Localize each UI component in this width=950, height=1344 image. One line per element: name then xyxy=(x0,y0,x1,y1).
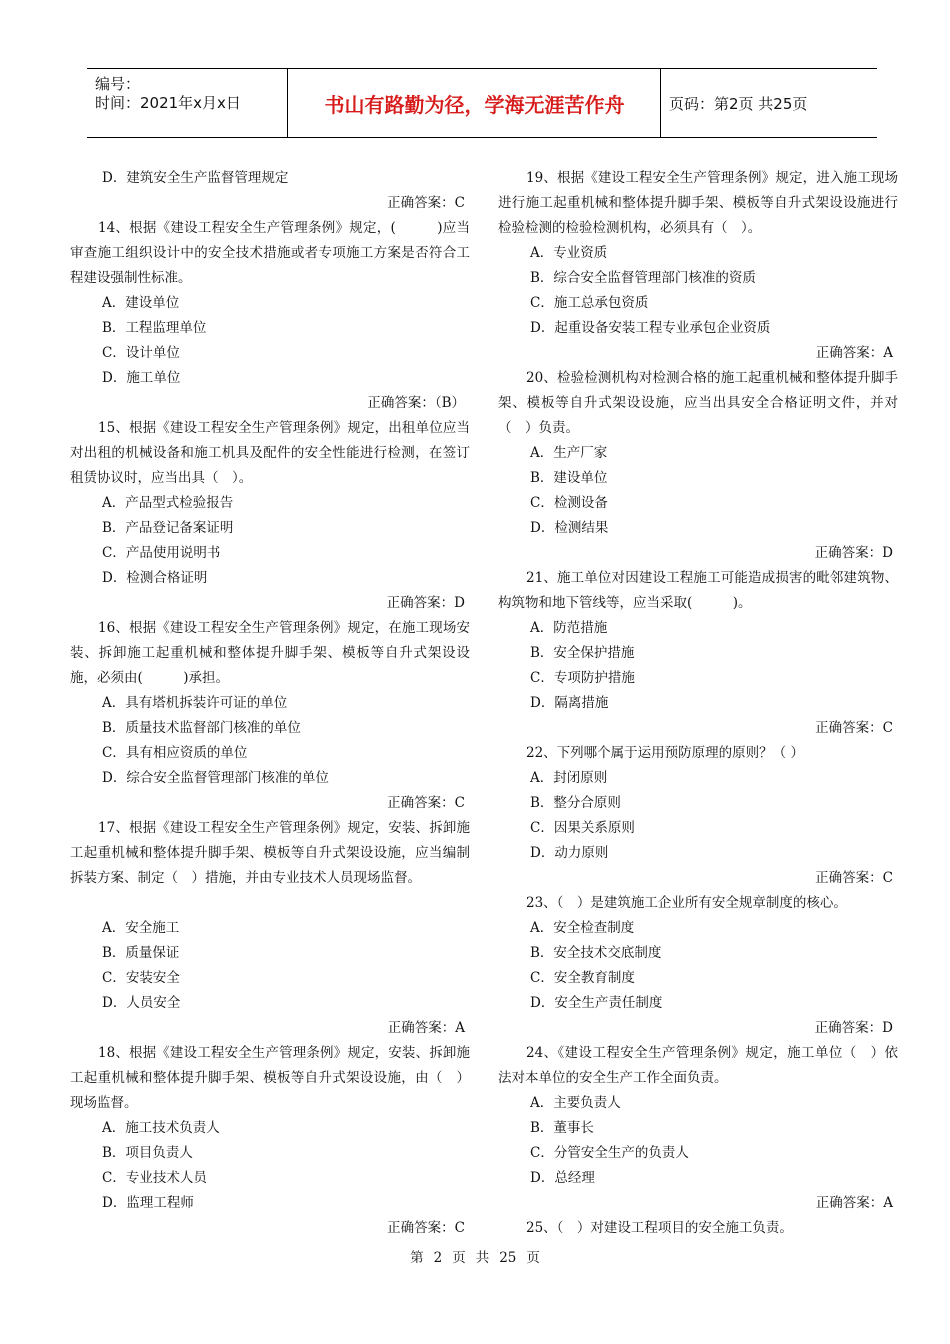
page-footer xyxy=(0,1246,950,1266)
option-d: D．监理工程师 xyxy=(102,1195,194,1211)
option-d: D．动力原则 xyxy=(530,845,609,861)
option-a: A．安全检查制度 xyxy=(530,920,635,936)
option-d: D．施工单位 xyxy=(102,370,181,386)
footer-di: 第 xyxy=(410,1250,424,1266)
right-column xyxy=(498,166,898,1241)
footer-ye2: 页 xyxy=(526,1250,540,1266)
option-b: B．安全技术交底制度 xyxy=(530,945,662,961)
answer: 正确答案：A xyxy=(387,1020,465,1036)
question-19: 19、根据《建设工程安全生产管理条例》规定，进入施工现场进行施工起重机械和整体提升脚手架、模板等自升式架设设施进行检验检测的检验检测机构，必须具有（ ）。 xyxy=(498,170,898,236)
option-d: D．人员安全 xyxy=(102,995,181,1011)
option-c: C．产品使用说明书 xyxy=(102,545,221,561)
option-c: C．安全教育制度 xyxy=(530,970,635,986)
answer: 正确答案：D xyxy=(814,1020,893,1036)
option-b: B．质量保证 xyxy=(102,945,180,961)
option-a: A．产品型式检验报告 xyxy=(102,495,234,511)
option-c: C．安装安全 xyxy=(102,970,180,986)
option-a: A．专业资质 xyxy=(530,245,608,261)
answer: 正确答案：A xyxy=(815,345,893,361)
answer: 正确答案：C xyxy=(387,1220,465,1236)
question-25: 25、（ ）对建设工程项目的安全施工负责。 xyxy=(526,1220,793,1236)
footer-page-number: 2 xyxy=(433,1250,443,1266)
left-column xyxy=(70,166,470,1241)
option-d: D．隔离措施 xyxy=(530,695,609,711)
option-a: A．防范措施 xyxy=(530,620,608,636)
page-header xyxy=(87,68,877,138)
answer: 正确答案：A xyxy=(815,1195,893,1211)
option-b: B．综合安全监督管理部门核准的资质 xyxy=(530,270,756,286)
motto: 书山有路勤为径，学海无涯苦作舟 xyxy=(324,93,625,117)
option-d: D．总经理 xyxy=(530,1170,595,1186)
option-b: B．董事长 xyxy=(530,1120,594,1136)
question-16: 16、根据《建设工程安全生产管理条例》规定，在施工现场安装、拆卸施工起重机械和整体提升脚手架、模板等自升式架设设施，必须由( )承担。 xyxy=(70,620,470,686)
option-b: B．整分合原则 xyxy=(530,795,621,811)
question-24: 24、《建设工程安全生产管理条例》规定，施工单位（ ）依法对本单位的安全生产工作全面负责。 xyxy=(498,1045,898,1086)
question-15: 15、根据《建设工程安全生产管理条例》规定，出租单位应当对出租的机械设备和施工机具及配件的安全性能进行检测，在签订租赁协议时，应当出具（ ）。 xyxy=(70,420,470,486)
option-a: A．建设单位 xyxy=(102,295,180,311)
footer-total-pages: 25 xyxy=(499,1250,517,1266)
option-c: C．专项防护措施 xyxy=(530,670,635,686)
option-c: C．因果关系原则 xyxy=(530,820,635,836)
footer-gong: 共 xyxy=(475,1250,490,1266)
option-d: D．检测结果 xyxy=(530,520,609,536)
option-d: D．建筑安全生产监督管理规定 xyxy=(102,170,289,186)
option-a: A．安全施工 xyxy=(102,920,180,936)
option-b: B．安全保护措施 xyxy=(530,645,635,661)
question-20: 20、检验检测机构对检测合格的施工起重机械和整体提升脚手架、模板等自升式架设设施，应当出具安全合格证明文件，并对（ ）负责。 xyxy=(498,370,898,436)
page-info: 页码：第2页 共25页 xyxy=(669,95,808,113)
header-divider xyxy=(660,69,661,137)
option-d: D．检测合格证明 xyxy=(102,570,208,586)
option-b: B．项目负责人 xyxy=(102,1145,193,1161)
option-b: B．质量技术监督部门核准的单位 xyxy=(102,720,301,736)
option-d: D．起重设备安装工程专业承包企业资质 xyxy=(530,320,771,336)
answer: 正确答案：C xyxy=(815,720,893,736)
question-22: 22、下列哪个属于运用预防原理的原则？（ ） xyxy=(526,745,804,761)
answer: 正确答案：C xyxy=(387,195,465,211)
option-c: C．具有相应资质的单位 xyxy=(102,745,248,761)
answer: 正确答案：C xyxy=(815,870,893,886)
question-17: 17、根据《建设工程安全生产管理条例》规定，安装、拆卸施工起重机械和整体提升脚手架、模板等自升式架设设施，应当编制拆装方案、制定（ ）措施，并由专业技术人员现场监督。 xyxy=(70,820,470,886)
option-a: A．具有塔机拆装许可证的单位 xyxy=(102,695,288,711)
time-label: 时间：2021年x月x日 xyxy=(95,94,241,112)
option-a: A．主要负责人 xyxy=(530,1095,621,1111)
answer: 正确答案：（B） xyxy=(367,395,465,411)
option-c: C．分管安全生产的负责人 xyxy=(530,1145,689,1161)
option-a: A．封闭原则 xyxy=(530,770,608,786)
option-c: C．专业技术人员 xyxy=(102,1170,207,1186)
question-21: 21、施工单位对因建设工程施工可能造成损害的毗邻建筑物、构筑物和地下管线等，应当采取( )。 xyxy=(498,570,898,611)
option-b: B．建设单位 xyxy=(530,470,608,486)
option-c: C．施工总承包资质 xyxy=(530,295,649,311)
option-a: A．生产厂家 xyxy=(530,445,608,461)
answer: 正确答案：C xyxy=(387,795,465,811)
question-18: 18、根据《建设工程安全生产管理条例》规定，安装、拆卸施工起重机械和整体提升脚手架、模板等自升式架设设施，由（ ）现场监督。 xyxy=(70,1045,470,1111)
option-d: D．综合安全监督管理部门核准的单位 xyxy=(102,770,329,786)
question-14: 14、根据《建设工程安全生产管理条例》规定，( )应当审查施工组织设计中的安全技术措施或者专项施工方案是否符合工程建设强制性标准。 xyxy=(70,220,470,286)
question-23: 23、（ ）是建筑施工企业所有安全规章制度的核心。 xyxy=(526,895,847,911)
option-c: C．设计单位 xyxy=(102,345,180,361)
number-label: 编号： xyxy=(95,75,141,93)
option-a: A．施工技术负责人 xyxy=(102,1120,220,1136)
answer: 正确答案：D xyxy=(386,595,465,611)
option-c: C．检测设备 xyxy=(530,495,608,511)
option-b: B．工程监理单位 xyxy=(102,320,207,336)
option-b: B．产品登记备案证明 xyxy=(102,520,234,536)
answer: 正确答案：D xyxy=(814,545,893,561)
footer-ye: 页 xyxy=(452,1250,466,1266)
option-d: D．安全生产责任制度 xyxy=(530,995,663,1011)
